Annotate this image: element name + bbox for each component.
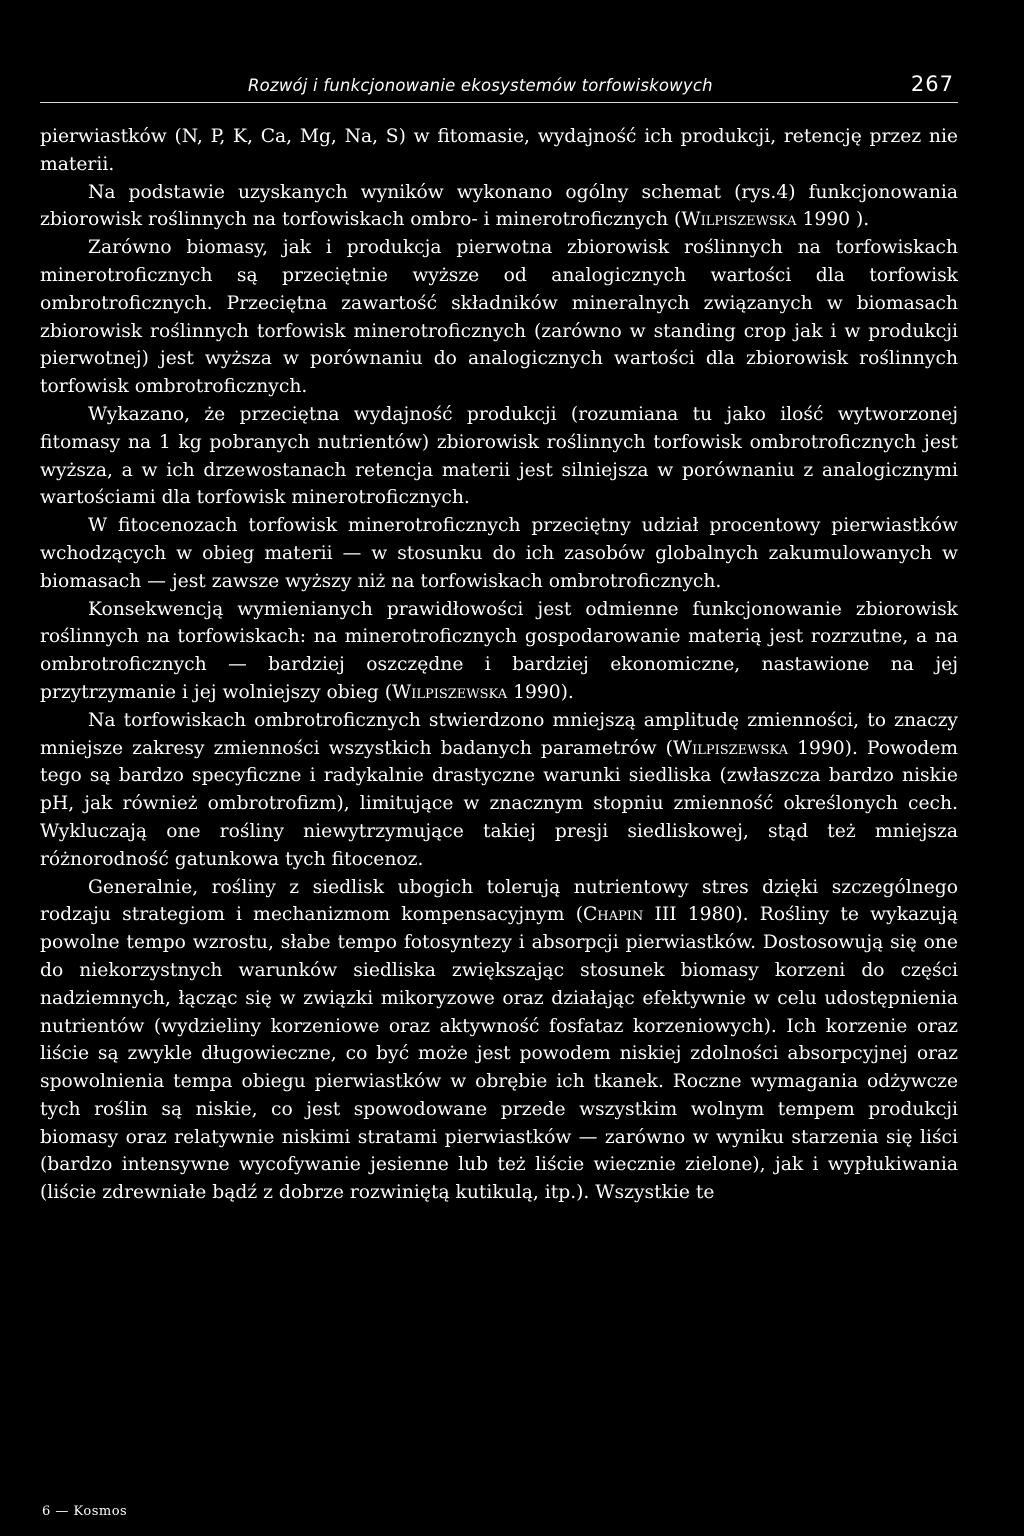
citation-author: Wilpiszewska bbox=[392, 681, 508, 703]
paragraph-text: Generalnie, rośliny z siedlisk ubogich tolerują nutrientowy stres dzięki szczególnego rodzaju strategiom i mechanizmom kompensacyjnym ( bbox=[40, 876, 958, 926]
body-paragraph bbox=[40, 707, 958, 874]
paragraph-text: 1990). Powodem tego są bardzo specyficzne i radykalnie drastyczne warunki siedliska (zwłaszcza bardzo niskie pH, jak również ombrotrofizm), limitujące w znacznym stopniu zmienność określonych cech. Wykluczają one rośliny niewytrzymujące takiej presji siedliskowej, stąd też mniejsza różnorodność gatunkowa tych fitocenoz. bbox=[40, 737, 958, 870]
paragraph-text: 1990 ). bbox=[796, 209, 870, 231]
citation-author: Wilpiszewska bbox=[681, 209, 797, 231]
paragraph-text: Wykazano, że przeciętna wydajność produkcji (rozumiana tu jako ilość wytworzonej fitomasy na 1 kg pobranych nutrientów) zbiorowisk roślinnych torfowisk ombrotroficznych jest wyższa, a w ich drzewostanach retencja materii jest silniejsza w porównaniu z analogicznymi wartościami dla torfowisk minerotroficznych. bbox=[40, 403, 958, 509]
paragraph-text: Zarówno biomasy, jak i produkcja pierwotna zbiorowisk roślinnych na torfowiskach minerotroficznych są przeciętnie wyższe od analogicznych wartości dla torfowisk ombrotroficznych. Przeciętna zawartość składników mineralnych związanych w biomasach zbiorowisk roślinnych torfowisk minerotroficznych (zarówno w standing crop jak i w produkcji pierwotnej) jest wyższa w porównaniu do analogicznych wartości dla zbiorowisk roślinnych torfowisk ombrotroficznych. bbox=[40, 237, 958, 398]
body-paragraph bbox=[40, 123, 958, 179]
body-text bbox=[40, 123, 958, 1207]
body-paragraph bbox=[40, 512, 958, 595]
page-number: 267 bbox=[910, 72, 954, 96]
paragraph-text: Na torfowiskach ombrotroficznych stwierdzono mniejszą amplitudę zmienności, to znaczy mniejsze zakresy zmienności wszystkich badanych parametrów ( bbox=[40, 709, 958, 759]
paragraph-text: Konsekwencją wymienianych prawidłowości jest odmienne funkcjonowanie zbiorowisk roślinnych na torfowiskach: na minerotroficznych gospodarowanie materią jest rozrzutne, a na ombrotroficznych — bardziej oszczędne i bardziej ekonomiczne, nastawione na jej przytrzymanie i jej wolniejszy obieg ( bbox=[40, 598, 958, 703]
running-header-title: Rozwój i funkcjonowanie ekosystemów torfowiskowych bbox=[248, 76, 713, 95]
paragraph-text: W fitocenozach torfowisk minerotroficznych przeciętny udział procentowy pierwiastków wchodzących w obieg materii — w stosunku do ich zasobów globalnych zakumulowanych w biomasach — jest zawsze wyższy niż na torfowiskach ombrotroficznych. bbox=[40, 515, 958, 592]
paragraph-text: pierwiastków (N, P, K, Ca, Mg, Na, S) w fitomasie, wydajność ich produkcji, retencję przez nie materii. bbox=[40, 126, 958, 175]
body-paragraph bbox=[40, 596, 958, 707]
citation-author: Chapin bbox=[583, 904, 644, 926]
body-paragraph bbox=[40, 234, 958, 401]
footer-signature: 6 — Kosmos bbox=[42, 1504, 128, 1519]
citation-author: Wilpiszewska bbox=[672, 737, 789, 759]
body-paragraph bbox=[40, 179, 958, 235]
paragraph-text: Na podstawie uzyskanych wyników wykonano ogólny schemat (rys.4) funkcjonowania zbiorowisk roślinnych na torfowiskach ombro- i minerotroficznych ( bbox=[40, 181, 958, 231]
running-header bbox=[40, 68, 958, 103]
body-paragraph bbox=[40, 874, 958, 1208]
paragraph-text: III 1980). Rośliny te wykazują powolne tempo wzrostu, słabe tempo fotosyntezy i absorpcji pierwiastków. Dostosowują się one do niekorzystnych warunków siedliska zwiększając stosunek biomasy korzeni do części nadziemnych, łącząc się w związki mikoryzowe oraz działając efektywnie w celu udostępnienia nutrientów (wydzieliny korzeniowe oraz aktywność fosfataz korzeniowych). Ich korzenie oraz liście są zwykle długowieczne, co być może jest powodem niskiej zdolności absorpcyjnej oraz spowolnienia tempa obiegu pierwiastków w obrębie ich tkanek. Roczne wymagania odżywcze tych roślin są niskie, co jest spowodowane przede wszystkim wolnym tempem produkcji biomasy oraz relatywnie niskimi stratami pierwiastków — zarówno w wyniku starzenia się liści (bardzo intensywne wycofywanie jesienne lub też liście wiecznie zielone), jak i wypłukiwania (liście zdrewniałe bądź z dobrze rozwiniętą kutikulą, itp.). Wszystkie te bbox=[40, 904, 958, 1204]
document-page bbox=[40, 0, 958, 1536]
paragraph-text: 1990). bbox=[507, 681, 574, 703]
body-paragraph bbox=[40, 401, 958, 512]
